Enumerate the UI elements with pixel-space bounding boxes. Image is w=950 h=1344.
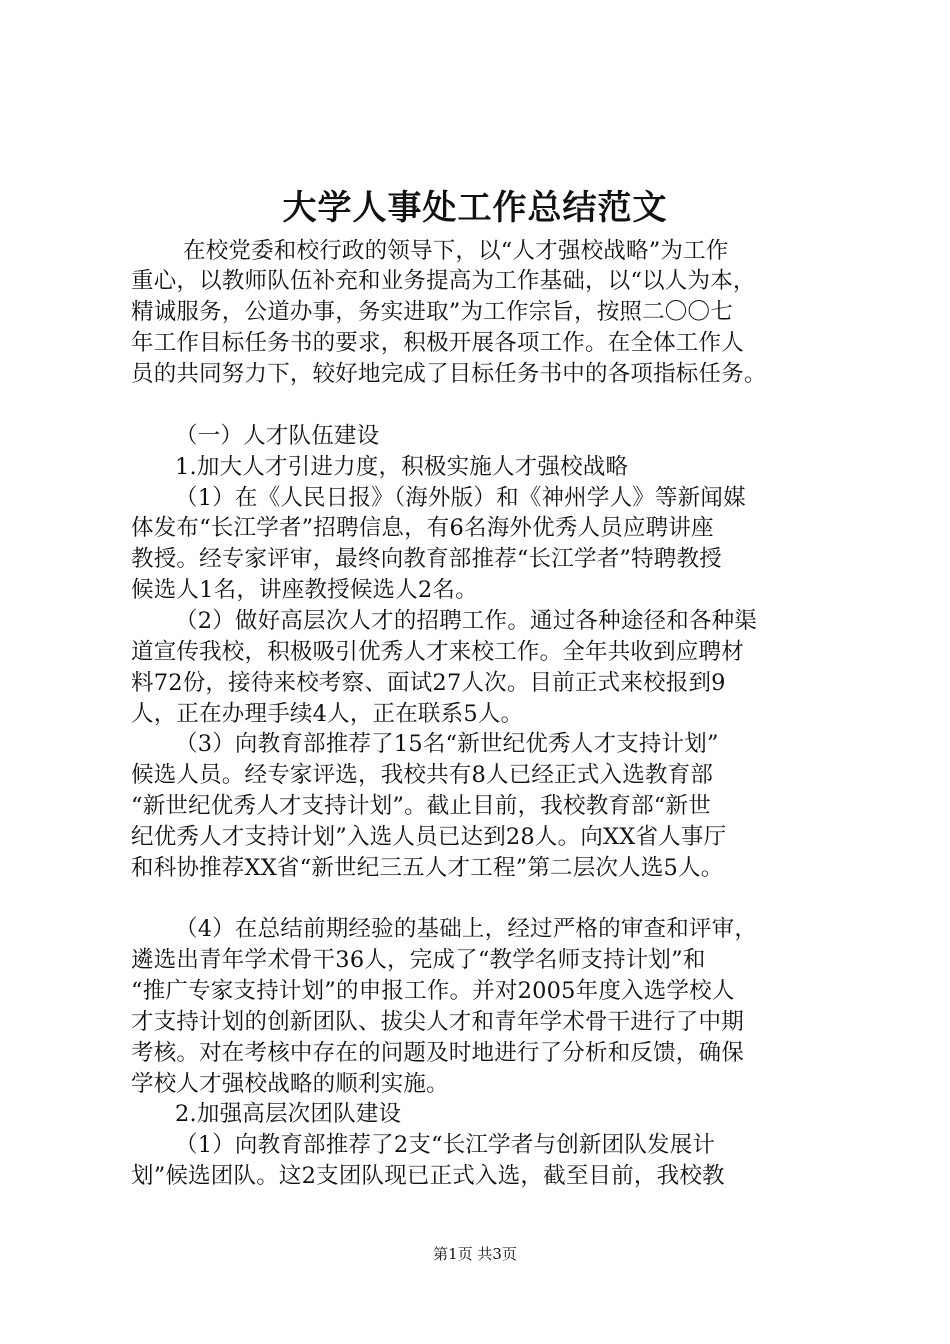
subsection-heading: 2.加强高层次团队建设 bbox=[175, 1101, 402, 1127]
paragraph-line: 候选人员。经专家评选，我校共有8人已经正式入选教育部 bbox=[131, 762, 714, 788]
subsection-heading: 1.加大人才引进力度，积极实施人才强校战略 bbox=[175, 454, 629, 480]
section-heading: （一）人才队伍建设 bbox=[175, 423, 380, 449]
paragraph-line: 教授。经专家评审，最终向教育部推荐“长江学者”特聘教授 bbox=[131, 546, 722, 572]
paragraph-line: （2）做好高层次人才的招聘工作。通过各种途径和各种渠 bbox=[175, 608, 758, 634]
paragraph-line: 学校人才强校战略的顺利实施。 bbox=[131, 1071, 449, 1097]
paragraph-line: 划”候选团队。这2支团队现已正式入选，截至目前，我校教 bbox=[131, 1163, 725, 1189]
paragraph-line: 才支持计划的创新团队、拔尖人才和青年学术骨干进行了中期 bbox=[131, 1009, 744, 1035]
paragraph-line: （3）向教育部推荐了15名“新世纪优秀人才支持计划” bbox=[175, 731, 719, 757]
paragraph-line: 料72份，接待来校考察、面试27人次。目前正式来校报到9 bbox=[131, 670, 726, 696]
paragraph-line: （4）在总结前期经验的基础上，经过严格的审查和评审， bbox=[175, 916, 758, 942]
paragraph-line: 体发布“长江学者”招聘信息，有6名海外优秀人员应聘讲座 bbox=[131, 515, 714, 541]
document-title: 大学人事处工作总结范文 bbox=[282, 188, 668, 228]
paragraph-line: 纪优秀人才支持计划”入选人员已达到28人。向XX省人事厅 bbox=[131, 824, 727, 850]
paragraph-line: “推广专家支持计划”的申报工作。并对2005年度入选学校人 bbox=[131, 978, 735, 1004]
paragraph-line: （1）向教育部推荐了2支“长江学者与创新团队发展计 bbox=[175, 1132, 716, 1158]
paragraph-line: 年工作目标任务书的要求，积极开展各项工作。在全体工作人 bbox=[131, 330, 744, 356]
paragraph-line: 和科协推荐XX省“新世纪三五人才工程”第二层次人选5人。 bbox=[131, 855, 724, 881]
paragraph-line: “新世纪优秀人才支持计划”。截止目前，我校教育部“新世 bbox=[131, 793, 711, 819]
page-footer: 第1页 共3页 bbox=[433, 1245, 517, 1263]
paragraph-line: 重心，以教师队伍补充和业务提高为工作基础，以“以人为本， bbox=[131, 268, 756, 294]
paragraph-line: 精诚服务，公道办事，务实进取”为工作宗旨，按照二〇〇七 bbox=[131, 299, 733, 325]
paragraph-line: 人，正在办理手续4人，正在联系5人。 bbox=[131, 701, 524, 727]
paragraph-line: 道宣传我校，积极吸引优秀人才来校工作。全年共收到应聘材 bbox=[131, 639, 744, 665]
paragraph-line: 考核。对在考核中存在的问题及时地进行了分析和反馈，确保 bbox=[131, 1040, 744, 1066]
paragraph-line: （1）在《人民日报》（海外版）和《神州学人》等新闻媒 bbox=[175, 485, 746, 511]
paragraph-line: 在校党委和校行政的领导下，以“人才强校战略”为工作 bbox=[183, 238, 729, 264]
paragraph-line: 候选人1名，讲座教授候选人2名。 bbox=[131, 577, 478, 603]
paragraph-line: 员的共同努力下，较好地完成了目标任务书中的各项指标任务。 bbox=[131, 361, 767, 387]
paragraph-line: 遴选出青年学术骨干36人，完成了“教学名师支持计划”和 bbox=[131, 947, 706, 973]
